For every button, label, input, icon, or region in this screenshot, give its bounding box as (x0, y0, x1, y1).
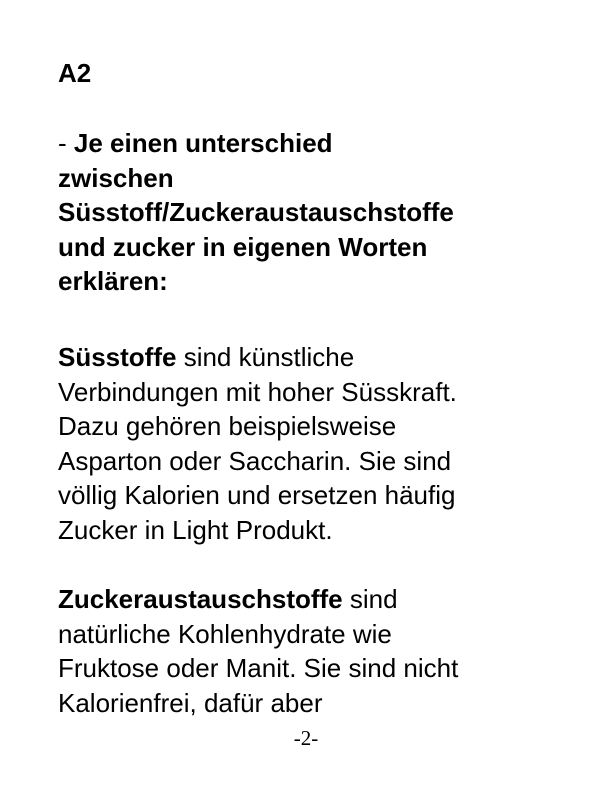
paragraph-sweeteners-text: sind künstliche Verbindungen mit hoher Süsskraft. Dazu gehören beispielsweise Asparton oder Saccharin. Sie sind völlig Kalorien und ersetzen häufig Zucker in Light Produkt. (58, 342, 457, 545)
paragraph-sugar-substitutes-text: sind natürliche Kohlenhydrate wie Fruktose oder Manit. Sie sind nicht Kalorienfrei, dafür aber (58, 584, 459, 718)
task-text: Je einen unterschied zwischen Süsstoff/Zuckeraustauschstoffe und zucker in eigenen Worten erklären: (58, 128, 454, 296)
page-number: -2- (293, 726, 319, 750)
section-heading: A2 (58, 58, 92, 88)
paragraph-sweeteners (58, 340, 603, 548)
term-sweeteners: Süsstoffe (58, 342, 177, 372)
task-instruction (58, 126, 612, 299)
task-dash: - (58, 128, 67, 158)
paragraph-sugar-substitutes (58, 582, 603, 720)
term-sugar-substitutes: Zuckeraustauschstoffe (58, 584, 343, 614)
